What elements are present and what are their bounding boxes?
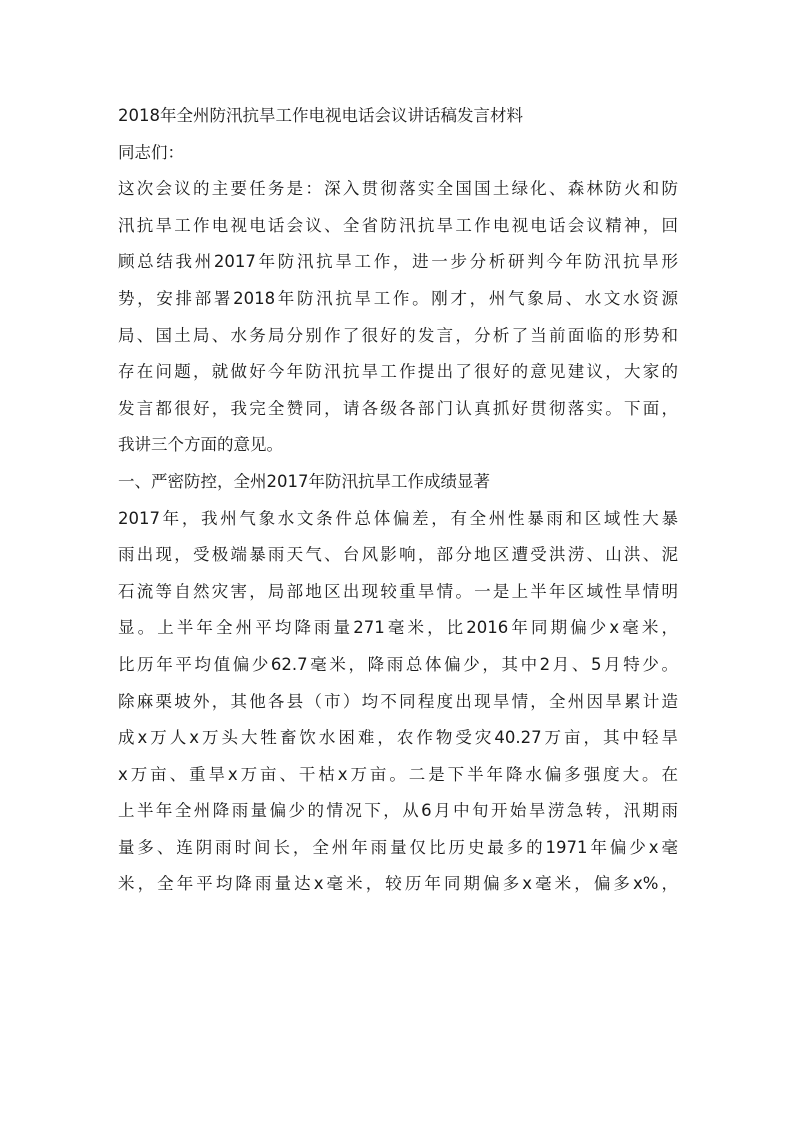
document-title: 2018年全州防汛抗旱工作电视电话会议讲话稿发言材料	[118, 106, 523, 125]
paragraph-line: 比历年平均值偏少62.7毫米，降雨总体偏少，其中2月、5月特少。	[118, 654, 678, 674]
paragraph-line: 显。上半年全州平均降雨量271毫米，比2016年同期偏少x毫米，	[118, 618, 678, 638]
paragraph-intro	[118, 171, 678, 464]
paragraph-line: 除麻栗坡外，其他各县（市）均不同程度出现旱情，全州因旱累计造	[118, 691, 678, 711]
salutation: 同志们：	[118, 142, 184, 162]
document-body	[118, 98, 678, 903]
paragraph-section1	[118, 501, 678, 904]
paragraph-line: 2017年，我州气象水文条件总体偏差，有全州性暴雨和区域性大暴	[118, 508, 678, 528]
paragraph-line: 汛抗旱工作电视电话会议、全省防汛抗旱工作电视电话会议精神，回	[118, 215, 678, 235]
paragraph-line: 成x万人x万头大牲畜饮水困难，农作物受灾40.27万亩，其中轻旱	[118, 728, 678, 748]
paragraph-line: 发言都很好，我完全赞同，请各级各部门认真抓好贯彻落实。下面，	[118, 398, 678, 418]
paragraph-line: 顾总结我州2017年防汛抗旱工作，进一步分析研判今年防汛抗旱形	[118, 252, 678, 272]
paragraph-line: 上半年全州降雨量偏少的情况下，从6月中旬开始旱涝急转，汛期雨	[118, 801, 678, 821]
paragraph-line: 量多、连阴雨时间长，全州年雨量仅比历史最多的1971年偏少x毫	[118, 837, 678, 857]
paragraph-line: 雨出现，受极端暴雨天气、台风影响，部分地区遭受洪涝、山洪、泥	[118, 545, 678, 565]
paragraph-line: 势，安排部署2018年防汛抗旱工作。刚才，州气象局、水文水资源	[118, 288, 678, 308]
paragraph-line: 局、国土局、水务局分别作了很好的发言，分析了当前面临的形势和	[118, 325, 678, 345]
paragraph-line: 米，全年平均降雨量达x毫米，较历年同期偏多x毫米，偏多x%，	[118, 874, 678, 894]
paragraph-line: 存在问题，就做好今年防汛抗旱工作提出了很好的意见建议，大家的	[118, 362, 678, 382]
section-heading: 一、严密防控，全州2017年防汛抗旱工作成绩显著	[118, 471, 490, 491]
paragraph-line: 这次会议的主要任务是：深入贯彻落实全国国土绿化、森林防火和防	[118, 179, 678, 199]
paragraph-line: 我讲三个方面的意见。	[118, 435, 283, 455]
paragraph-line: x万亩、重旱x万亩、干枯x万亩。二是下半年降水偏多强度大。在	[118, 764, 678, 784]
paragraph-line: 石流等自然灾害，局部地区出现较重旱情。一是上半年区域性旱情明	[118, 581, 678, 601]
